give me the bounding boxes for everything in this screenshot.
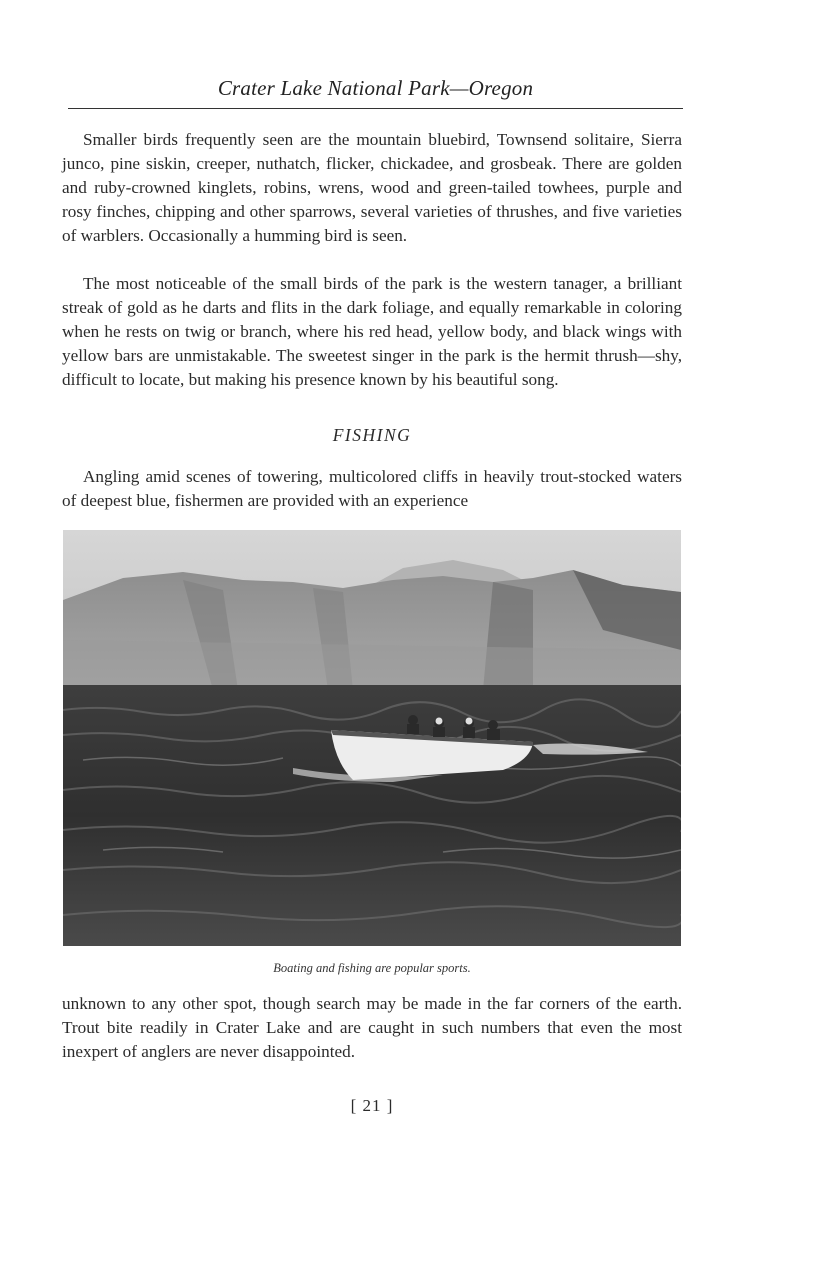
paragraph-trout: unknown to any other spot, though search may be made in the far corners of the earth. Trout bite readily in Crater Lake and are caught in such numbers that even the most inexpert of anglers are never disappointed.	[62, 994, 682, 1062]
section-heading-fishing: FISHING	[332, 425, 412, 445]
paragraph-angling: Angling amid scenes of towering, multicolored cliffs in heavily trout-stocked waters of deepest blue, fishermen are provided with an experience	[62, 467, 682, 511]
paragraph-western-tanager: The most noticeable of the small birds of the park is the western tanager, a brilliant streak of gold as he darts and flits in the dark foliage, and equally remarkable in coloring when he rests on twig or branch, where his red head, yellow body, and black wings with yellow bars are unmistakable. The sweetest singer in the park is the hermit thrush—shy, difficult to locate, but making his presence known by his beautiful song.	[62, 274, 682, 390]
lake-boat-photo	[63, 530, 681, 946]
page-number: [ 21 ]	[350, 1096, 394, 1115]
running-head: Crater Lake National Park—Oregon	[217, 76, 534, 100]
photo-caption: Boating and fishing are popular sports.	[273, 961, 471, 975]
header-rule	[68, 108, 683, 109]
paragraph-small-birds: Smaller birds frequently seen are the mountain bluebird, Townsend solitaire, Sierra junco, pine siskin, creeper, nuthatch, flicker, chickadee, and grosbeak. There are golden and ruby-crowned kinglets, robins, wrens, wood and green-tailed towhees, purple and rosy finches, chipping and other sparrows, several varieties of thrushes, and five varieties of warblers. Occasionally a humming bird is seen.	[62, 130, 682, 246]
